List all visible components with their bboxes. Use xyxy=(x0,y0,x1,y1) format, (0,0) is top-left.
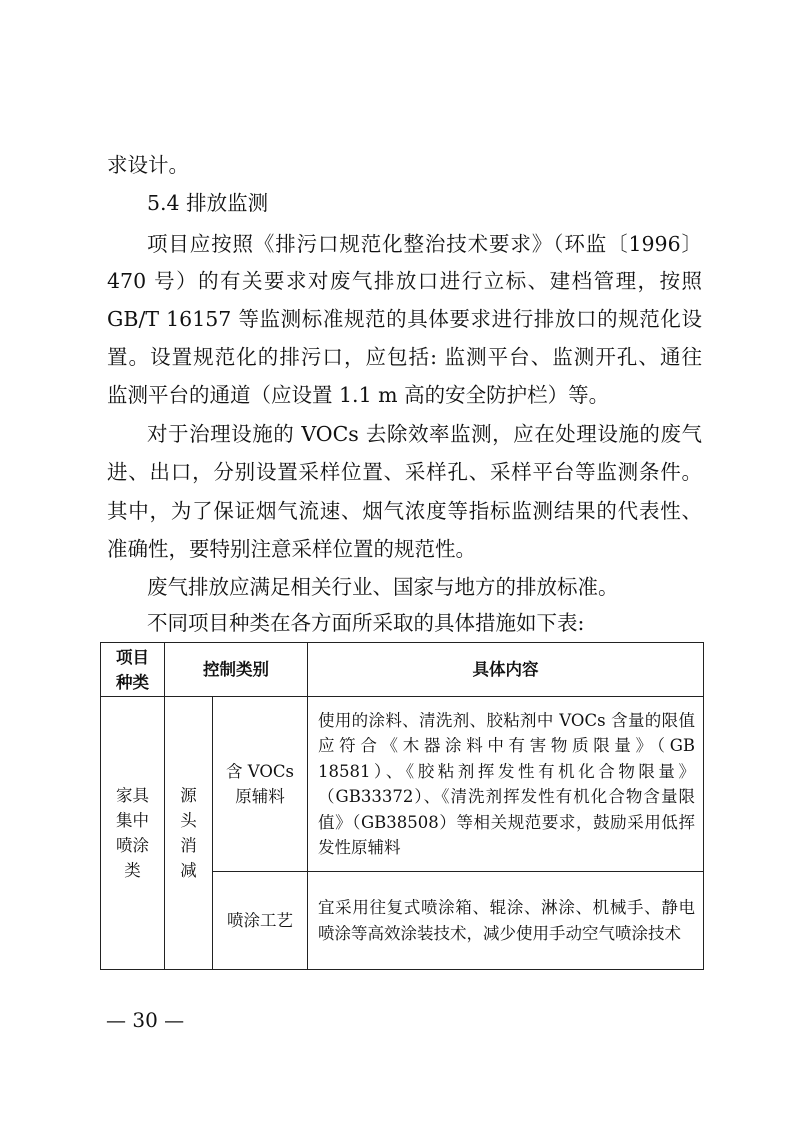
category-cell xyxy=(165,697,213,970)
paragraph-line: 项目应按照《排污口规范化整治技术要求》（环监〔1996〕 xyxy=(147,232,702,256)
header-control-category: 控制类别 xyxy=(165,643,308,697)
content-cell: 宜采用往复式喷涂箱、辊涂、淋涂、机械手、静电喷涂等高效涂装技术，减少使用手动空气喷涂技术 xyxy=(308,872,704,970)
table-intro-line: 不同项目种类在各方面所采取的具体措施如下表: xyxy=(147,611,585,635)
paragraph-line: 监测平台的通道（应设置 1.1 m 高的安全防护栏）等。 xyxy=(107,383,610,407)
paragraph-line: 置。设置规范化的排污口，应包括: 监测平台、监测开孔、通往 xyxy=(107,345,702,369)
project-type-cell xyxy=(101,697,165,970)
category-text: 源头消减 xyxy=(180,786,197,880)
table-header-row xyxy=(101,643,704,697)
paragraph-line: 准确性，要特别注意采样位置的规范性。 xyxy=(107,537,476,561)
paragraph-line: 其中，为了保证烟气流速、烟气浓度等指标监测结果的代表性、 xyxy=(107,499,702,523)
subcategory-text: 含 VOCs 原辅料 xyxy=(225,762,294,806)
project-type-text: 家具集中喷涂类 xyxy=(116,786,149,880)
table-row xyxy=(101,697,704,872)
paragraph-line: 对于治理设施的 VOCs 去除效率监测，应在处理设施的废气 xyxy=(147,422,702,446)
subcategory-cell: 喷涂工艺 xyxy=(213,872,308,970)
paragraph-line: 进、出口，分别设置采样位置、采样孔、采样平台等监测条件。 xyxy=(107,460,702,484)
paragraph-line: 求设计。 xyxy=(107,153,189,177)
paragraph-line: 470 号）的有关要求对废气排放口进行立标、建档管理，按照 xyxy=(107,269,702,293)
section-heading: 5.4 排放监测 xyxy=(147,191,269,215)
page-number: — 30 — xyxy=(106,1008,185,1032)
paragraph-line: 废气排放应满足相关行业、国家与地方的排放标准。 xyxy=(147,575,619,599)
paragraph-line: GB/T 16157 等监测标准规范的具体要求进行排放口的规范化设 xyxy=(107,307,702,331)
content-cell: 使用的涂料、清洗剂、胶粘剂中 VOCs 含量的限值应符合《木器涂料中有害物质限量》（GB 18581）、《胶粘剂挥发性有机化合物限量》（GB33372）、《清洗剂挥发性有机化合物含量限值》（GB38508）等相关规范要求，鼓励采用低挥发性原辅料 xyxy=(308,697,704,872)
header-project-type: 项目种类 xyxy=(101,643,165,697)
measures-table xyxy=(100,642,704,970)
header-content: 具体内容 xyxy=(308,643,704,697)
subcategory-cell xyxy=(213,697,308,872)
